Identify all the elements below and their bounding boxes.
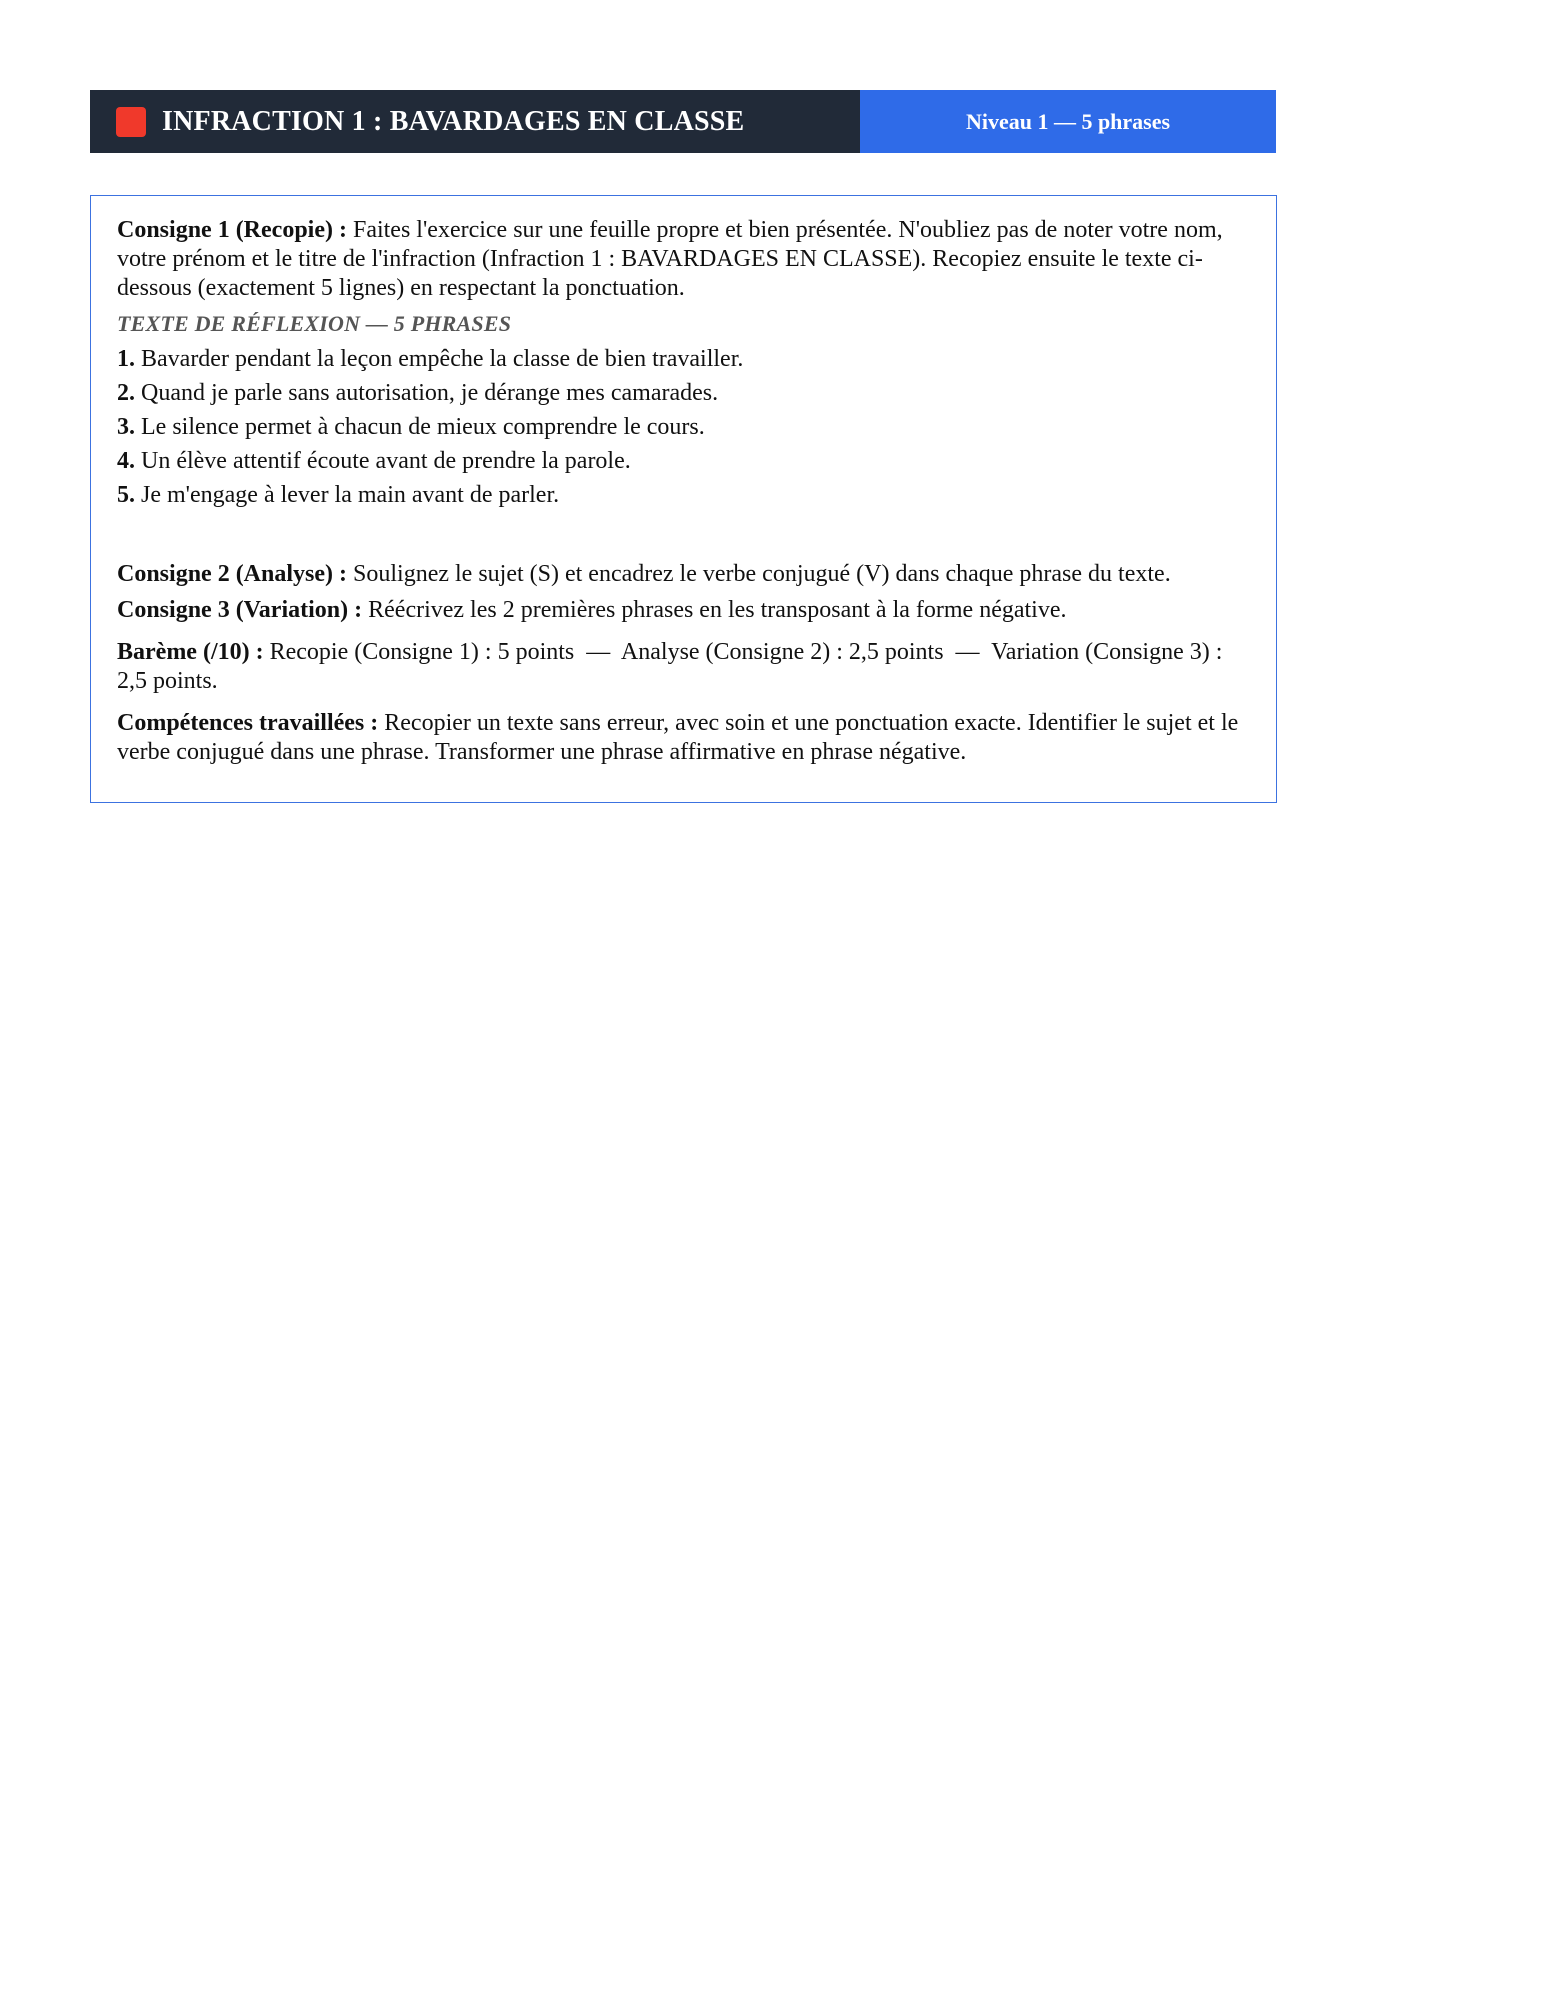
phrase-item (117, 444, 1252, 478)
texte-heading: TEXTE DE RÉFLEXION — 5 PHRASES (117, 311, 512, 336)
header-title-bar (90, 90, 860, 153)
consigne-1-label: Consigne 1 (Recopie) : (117, 217, 347, 243)
phrase-item (117, 410, 1252, 444)
consigne-2-label: Consigne 2 (Analyse) : (117, 561, 348, 587)
phrase-text: Un élève attentif écoute avant de prendre la parole. (141, 448, 631, 474)
phrase-text: Bavarder pendant la leçon empêche la classe de bien travailler. (141, 346, 744, 372)
red-square-icon (116, 107, 146, 137)
consigne-2-text: Soulignez le sujet (S) et encadrez le verbe conjugué (V) dans chaque phrase du texte. (353, 561, 1171, 587)
consigne-3-label: Consigne 3 (Variation) : (117, 597, 363, 623)
consigne-1 (117, 216, 1252, 303)
exercise-box (90, 195, 1277, 803)
phrase-text: Je m'engage à lever la main avant de parler. (141, 482, 560, 508)
phrase-number: 1. (117, 346, 135, 372)
phrase-text: Le silence permet à chacun de mieux comprendre le cours. (141, 414, 705, 440)
phrase-number: 3. (117, 414, 135, 440)
consigne-1-text: Faites l'exercice sur une feuille propre et bien présentée. N'oubliez pas de noter votre nom, votre prénom et le titre de l'infraction (Infraction 1 : BAVARDAGES EN CLASSE). Recopiez ensuite le texte ci-dessous (exactement 5 lignes) en respectant la ponctuation. (117, 217, 1223, 301)
level-badge: Niveau 1 — 5 phrases (860, 90, 1276, 153)
exercise-header (90, 90, 1276, 153)
phrase-item (117, 478, 1252, 512)
phrase-number: 5. (117, 482, 135, 508)
consigne-3-text: Réécrivez les 2 premières phrases en les transposant à la forme négative. (368, 597, 1067, 623)
competences-text: Recopier un texte sans erreur, avec soin et une ponctuation exacte. Identifier le sujet et le verbe conjugué dans une phrase. Transformer une phrase affirmative en phrase négative. (117, 710, 1239, 765)
consigne-2 (117, 560, 1252, 589)
phrases-list (117, 342, 1252, 512)
competences (117, 709, 1252, 767)
phrase-item (117, 376, 1252, 410)
competences-label: Compétences travaillées : (117, 710, 379, 736)
bareme-text: Recopie (Consigne 1) : 5 points — Analyse (Consigne 2) : 2,5 points — Variation (Consigne 3) : 2,5 points. (117, 639, 1229, 694)
bareme-label: Barème (/10) : (117, 639, 264, 665)
bareme (117, 638, 1252, 696)
phrase-text: Quand je parle sans autorisation, je dérange mes camarades. (141, 380, 719, 406)
header-title: INFRACTION 1 : BAVARDAGES EN CLASSE (162, 105, 745, 137)
consigne-3 (117, 596, 1252, 625)
phrase-number: 2. (117, 380, 135, 406)
phrase-item (117, 342, 1252, 376)
phrase-number: 4. (117, 448, 135, 474)
